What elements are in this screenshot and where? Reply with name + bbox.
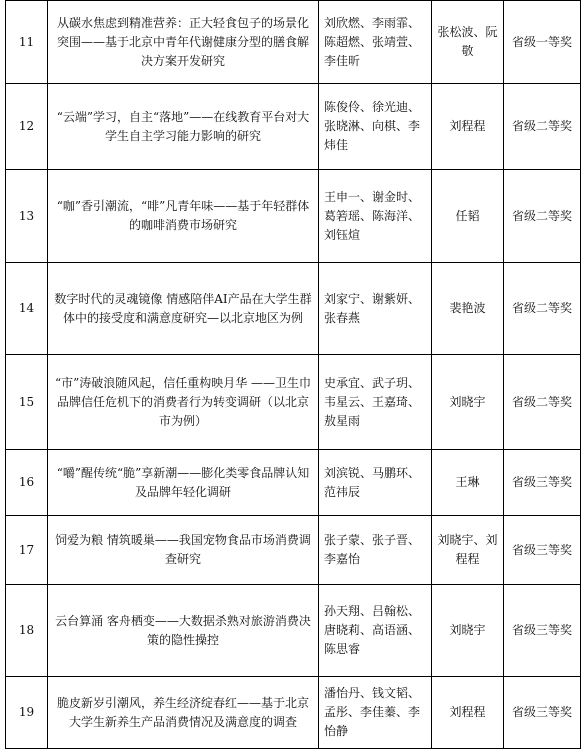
award-level: 省级二等奖 — [504, 355, 581, 450]
table-row — [6, 585, 581, 677]
project-authors: 潘怡丹、钱文韬、孟彤、李佳蓁、李怡静 — [319, 677, 432, 749]
award-level: 省级一等奖 — [504, 1, 581, 84]
project-authors: 刘滨锐、马鹏环、范祎辰 — [319, 450, 432, 516]
project-title: 脆皮新岁引潮风，养生经济绽春红——基于北京大学生新养生产品消费情况及满意度的调查 — [48, 677, 319, 749]
project-advisor: 任韬 — [432, 170, 504, 263]
project-authors: 王申一、谢金时、葛箬瑶、陈海洋、刘钰煊 — [319, 170, 432, 263]
project-authors: 陈俊伶、徐光迪、张晓淋、向棋、李炜佳 — [319, 84, 432, 170]
project-title: 从碳水焦虑到精准营养：正大轻食包子的场景化突围——基于北京中青年代谢健康分型的膳食解决方案开发研究 — [48, 1, 319, 84]
table-row — [6, 516, 581, 585]
awards-table-body — [6, 1, 581, 749]
row-number: 16 — [6, 450, 48, 516]
project-advisor: 刘晓宇、刘程程 — [432, 516, 504, 585]
project-title: 云台算涌 客舟栖变——大数据杀熟对旅游消费决策的隐性操控 — [48, 585, 319, 677]
award-level: 省级三等奖 — [504, 450, 581, 516]
project-advisor: 裴艳波 — [432, 263, 504, 355]
project-advisor: 张松波、阮敬 — [432, 1, 504, 84]
project-title: “咖”香引潮流，“啡”凡青年味——基于年轻群体的咖啡消费市场研究 — [48, 170, 319, 263]
project-advisor: 刘程程 — [432, 677, 504, 749]
table-row — [6, 84, 581, 170]
award-level: 省级三等奖 — [504, 516, 581, 585]
row-number: 12 — [6, 84, 48, 170]
row-number: 14 — [6, 263, 48, 355]
awards-table — [5, 0, 581, 749]
table-row — [6, 170, 581, 263]
project-title: “嚼”醒传统“脆”享新潮——膨化类零食品牌认知及品牌年轻化调研 — [48, 450, 319, 516]
project-title: 饲爱为粮 情筑暖巢——我国宠物食品市场消费调查研究 — [48, 516, 319, 585]
project-title: “云端”学习，自主“落地”——在线教育平台对大学生自主学习能力影响的研究 — [48, 84, 319, 170]
award-level: 省级三等奖 — [504, 585, 581, 677]
project-advisor: 刘程程 — [432, 84, 504, 170]
project-title: “市”涛破浪随风起，信任重构映月华 ——卫生巾品牌信任危机下的消费者行为转变调研（以北京市为例） — [48, 355, 319, 450]
project-authors: 刘家宁、谢紫妍、张春燕 — [319, 263, 432, 355]
row-number: 11 — [6, 1, 48, 84]
project-authors: 张子蒙、张子晋、李嘉怡 — [319, 516, 432, 585]
award-level: 省级二等奖 — [504, 84, 581, 170]
award-level: 省级二等奖 — [504, 263, 581, 355]
row-number: 19 — [6, 677, 48, 749]
table-row — [6, 355, 581, 450]
table-row — [6, 677, 581, 749]
award-level: 省级二等奖 — [504, 170, 581, 263]
table-row — [6, 450, 581, 516]
row-number: 15 — [6, 355, 48, 450]
award-level: 省级三等奖 — [504, 677, 581, 749]
project-title: 数字时代的灵魂镜像 情感陪伴AI产品在大学生群体中的接受度和满意度研究—以北京地区为例 — [48, 263, 319, 355]
project-authors: 刘欣燃、李雨霏、陈超燃、张靖萱、李佳昕 — [319, 1, 432, 84]
project-authors: 孙天翔、吕翰松、唐晓莉、高语涵、陈思睿 — [319, 585, 432, 677]
project-advisor: 刘晓宇 — [432, 585, 504, 677]
table-row — [6, 1, 581, 84]
project-advisor: 王琳 — [432, 450, 504, 516]
project-authors: 史承宜、武子玥、韦星云、王嘉琦、敖星雨 — [319, 355, 432, 450]
row-number: 17 — [6, 516, 48, 585]
table-row — [6, 263, 581, 355]
row-number: 13 — [6, 170, 48, 263]
project-advisor: 刘晓宇 — [432, 355, 504, 450]
row-number: 18 — [6, 585, 48, 677]
